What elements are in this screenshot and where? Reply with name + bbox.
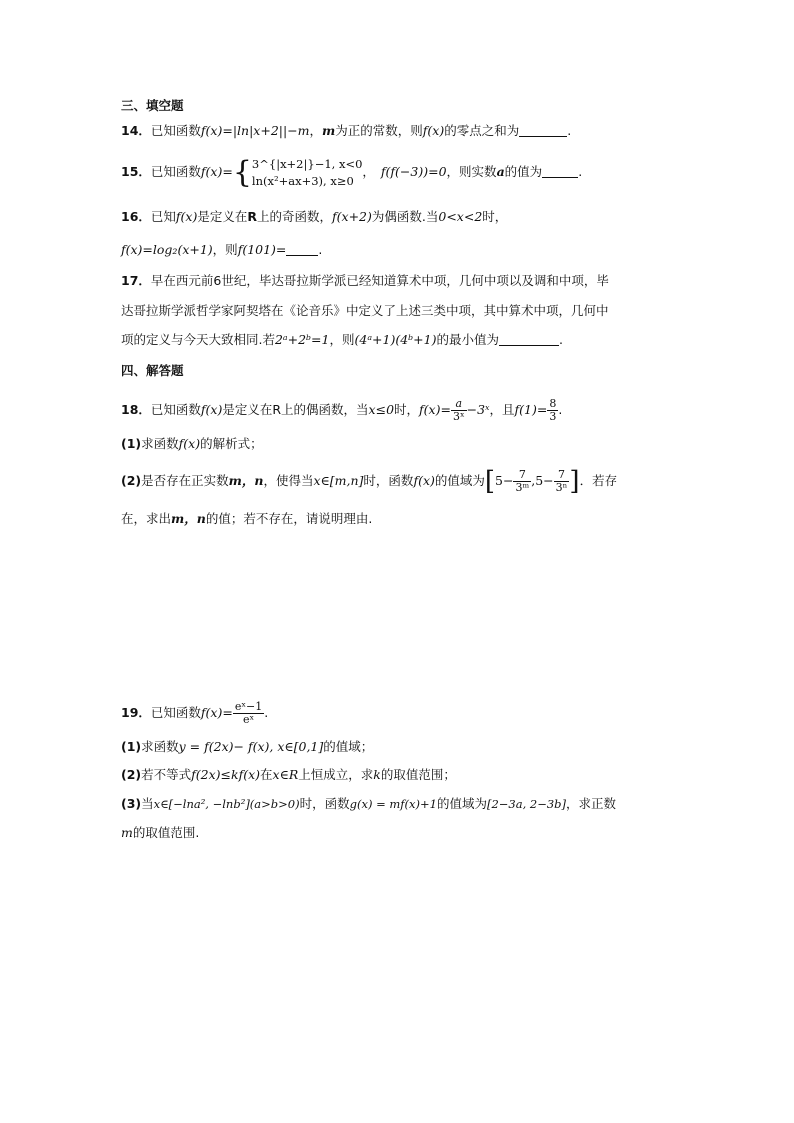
q15-condition: f(f(−3))=0 (380, 164, 447, 179)
q14-number: 14． (121, 123, 151, 138)
question-18-part2-line2: 在，求出m，n的值；若不存在，请说明理由. (121, 511, 373, 526)
question-19-part1: (1)求函数y = f(2x)− f(x), x∈[0,1]的值域； (121, 739, 374, 754)
section-fill-title: 三、填空题 (121, 98, 184, 113)
q15-answer-blank (542, 163, 578, 178)
q18-range-fraction-m: $\frac{7}{\text{3ᵐ}}$ (515, 468, 530, 494)
q16-formula: f(x)=log₂(x+1) (121, 242, 213, 257)
q14-answer-blank (519, 122, 567, 137)
q19-fraction: $\frac{\text{eˣ−1}}{\text{eˣ}}$ (234, 700, 263, 726)
q16-number: 16． (121, 209, 151, 224)
question-17-line2: 达哥拉斯学派哲学家阿契塔在《论音乐》中定义了上述三类中项，其中算术中项，几何中 (121, 303, 609, 318)
question-17: 17．早在西元前6世纪，毕达哥拉斯学派已经知道算术中项，几何中项以及调和中项，毕 (121, 273, 609, 288)
question-19: 19．已知函数f(x)= $\frac{\text{eˣ−1}}{\text{eˣ}}$ . (121, 700, 269, 726)
question-19-part3-line2: m的取值范围. (121, 825, 200, 840)
question-15: 15．已知函数f(x)={ 3^{|x+2|}−1, x<0 ln(x²+ax+3), x≥0 ， f(f(−3))=0，则实数a的值为 . (121, 154, 583, 190)
q17-number: 17． (121, 273, 151, 288)
q15-case-brace: { (232, 154, 252, 190)
question-18-part2: (2)是否存在正实数m，n，使得当x∈[m,n]时，函数f(x)的值域为[5− $\frac{7}{\text{3ᵐ}}$ ,5− $\frac{7}{\text{3ⁿ}}$ ]．若存 (121, 466, 618, 497)
question-19-part2: (2)若不等式f(2x)≤kf(x)在x∈R上恒成立，求k的取值范围； (121, 767, 456, 782)
question-14: 14．已知函数f(x)=|ln|x+2||−m，m为正的常数，则f(x)的零点之和为 . (121, 123, 572, 138)
q17-expression: (4ᵃ+1)(4ᵇ+1) (354, 332, 437, 347)
q18-range-fraction-n: $\frac{7}{\text{3ⁿ}}$ (555, 468, 568, 494)
q17-condition: 2ᵃ+2ᵇ=1 (274, 332, 330, 347)
q15-piecewise: 3^{|x+2|}−1, x<0 ln(x²+ax+3), x≥0 (251, 156, 363, 188)
section-answer-title: 四、解答题 (121, 363, 184, 378)
question-18: 18．已知函数f(x)是定义在R上的偶函数，当x≤0时，f(x)= $\frac{a}{\text{3ˣ}}$ −3ˣ，且f(1)= $\frac{8}{3}$ . (121, 397, 563, 423)
question-17-line3: 项的定义与今天大致相同.若2ᵃ+2ᵇ=1，则(4ᵃ+1)(4ᵇ+1)的最小值为 . (121, 332, 563, 347)
q18-fraction-a: $\frac{a}{\text{3ˣ}}$ (452, 397, 465, 423)
question-18-part1: (1)求函数f(x)的解析式； (121, 436, 263, 451)
q17-answer-blank (499, 331, 559, 346)
q18-fraction-f1: $\frac{8}{3}$ (549, 397, 557, 423)
question-16-line2: f(x)=log₂(x+1)，则f(101)= . (121, 242, 323, 257)
q16-answer-blank (286, 241, 318, 256)
q14-formula: f(x)=|ln|x+2||−m (200, 123, 310, 138)
question-19-part3: (3)当x∈[−lna², −lnb²](a>b>0)时，函数g(x) = mf(x)+1的值域为[2−3a, 2−3b]，求正数 (121, 796, 617, 811)
q18-number: 18． (121, 402, 151, 417)
q15-number: 15． (121, 164, 151, 179)
question-16: 16．已知f(x)是定义在R上的奇函数，f(x+2)为偶函数.当0<x<2时， (121, 209, 508, 224)
q19-number: 19． (121, 705, 151, 720)
